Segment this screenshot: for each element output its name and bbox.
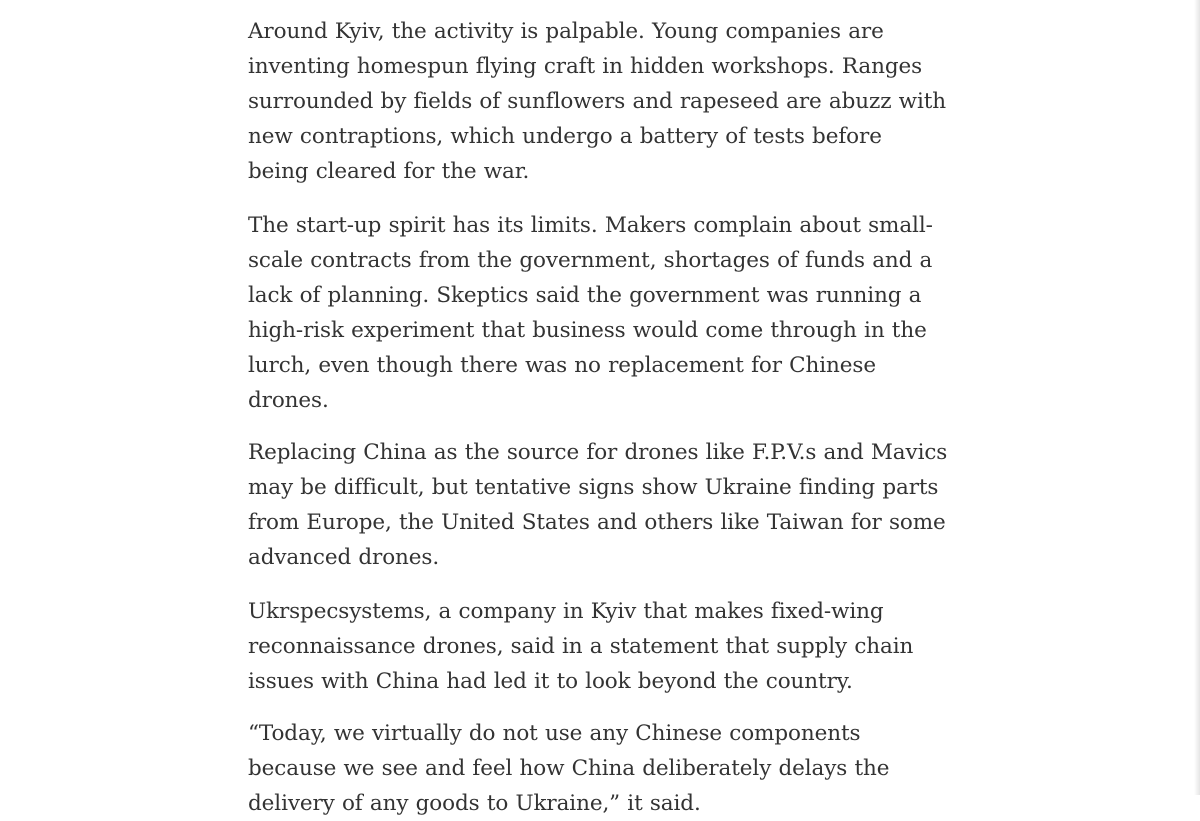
article-paragraph: Replacing China as the source for drones like F.P.V.s and Mavics may be difficult, but tentative signs show Ukraine finding parts from Europe, the United States and others like Taiwan for some advanced drones.: [248, 440, 948, 570]
article-body: [248, 14, 948, 821]
article-paragraph: “Today, we virtually do not use any Chinese components because we see and feel how China deliberately delays the delivery of any goods to Ukraine,” it said.: [248, 721, 890, 816]
article-paragraph: Around Kyiv, the activity is palpable. Young companies are inventing homespun flying craft in hidden workshops. Ranges surrounded by fields of sunflowers and rapeseed are abuzz with new contraptions, which undergo a battery of tests before being cleared for the war.: [248, 19, 947, 184]
window-edge-shadow: [1194, 0, 1200, 795]
article-paragraph: Ukrspecsystems, a company in Kyiv that makes fixed-wing reconnaissance drones, said in a statement that supply chain issues with China had led it to look beyond the country.: [248, 599, 914, 694]
article-paragraph: The start-up spirit has its limits. Makers complain about small-scale contracts from the government, shortages of funds and a lack of planning. Skeptics said the government was running a high-risk experiment that business would come through in the lurch, even though there was no replacement for Chinese drones.: [248, 213, 933, 413]
